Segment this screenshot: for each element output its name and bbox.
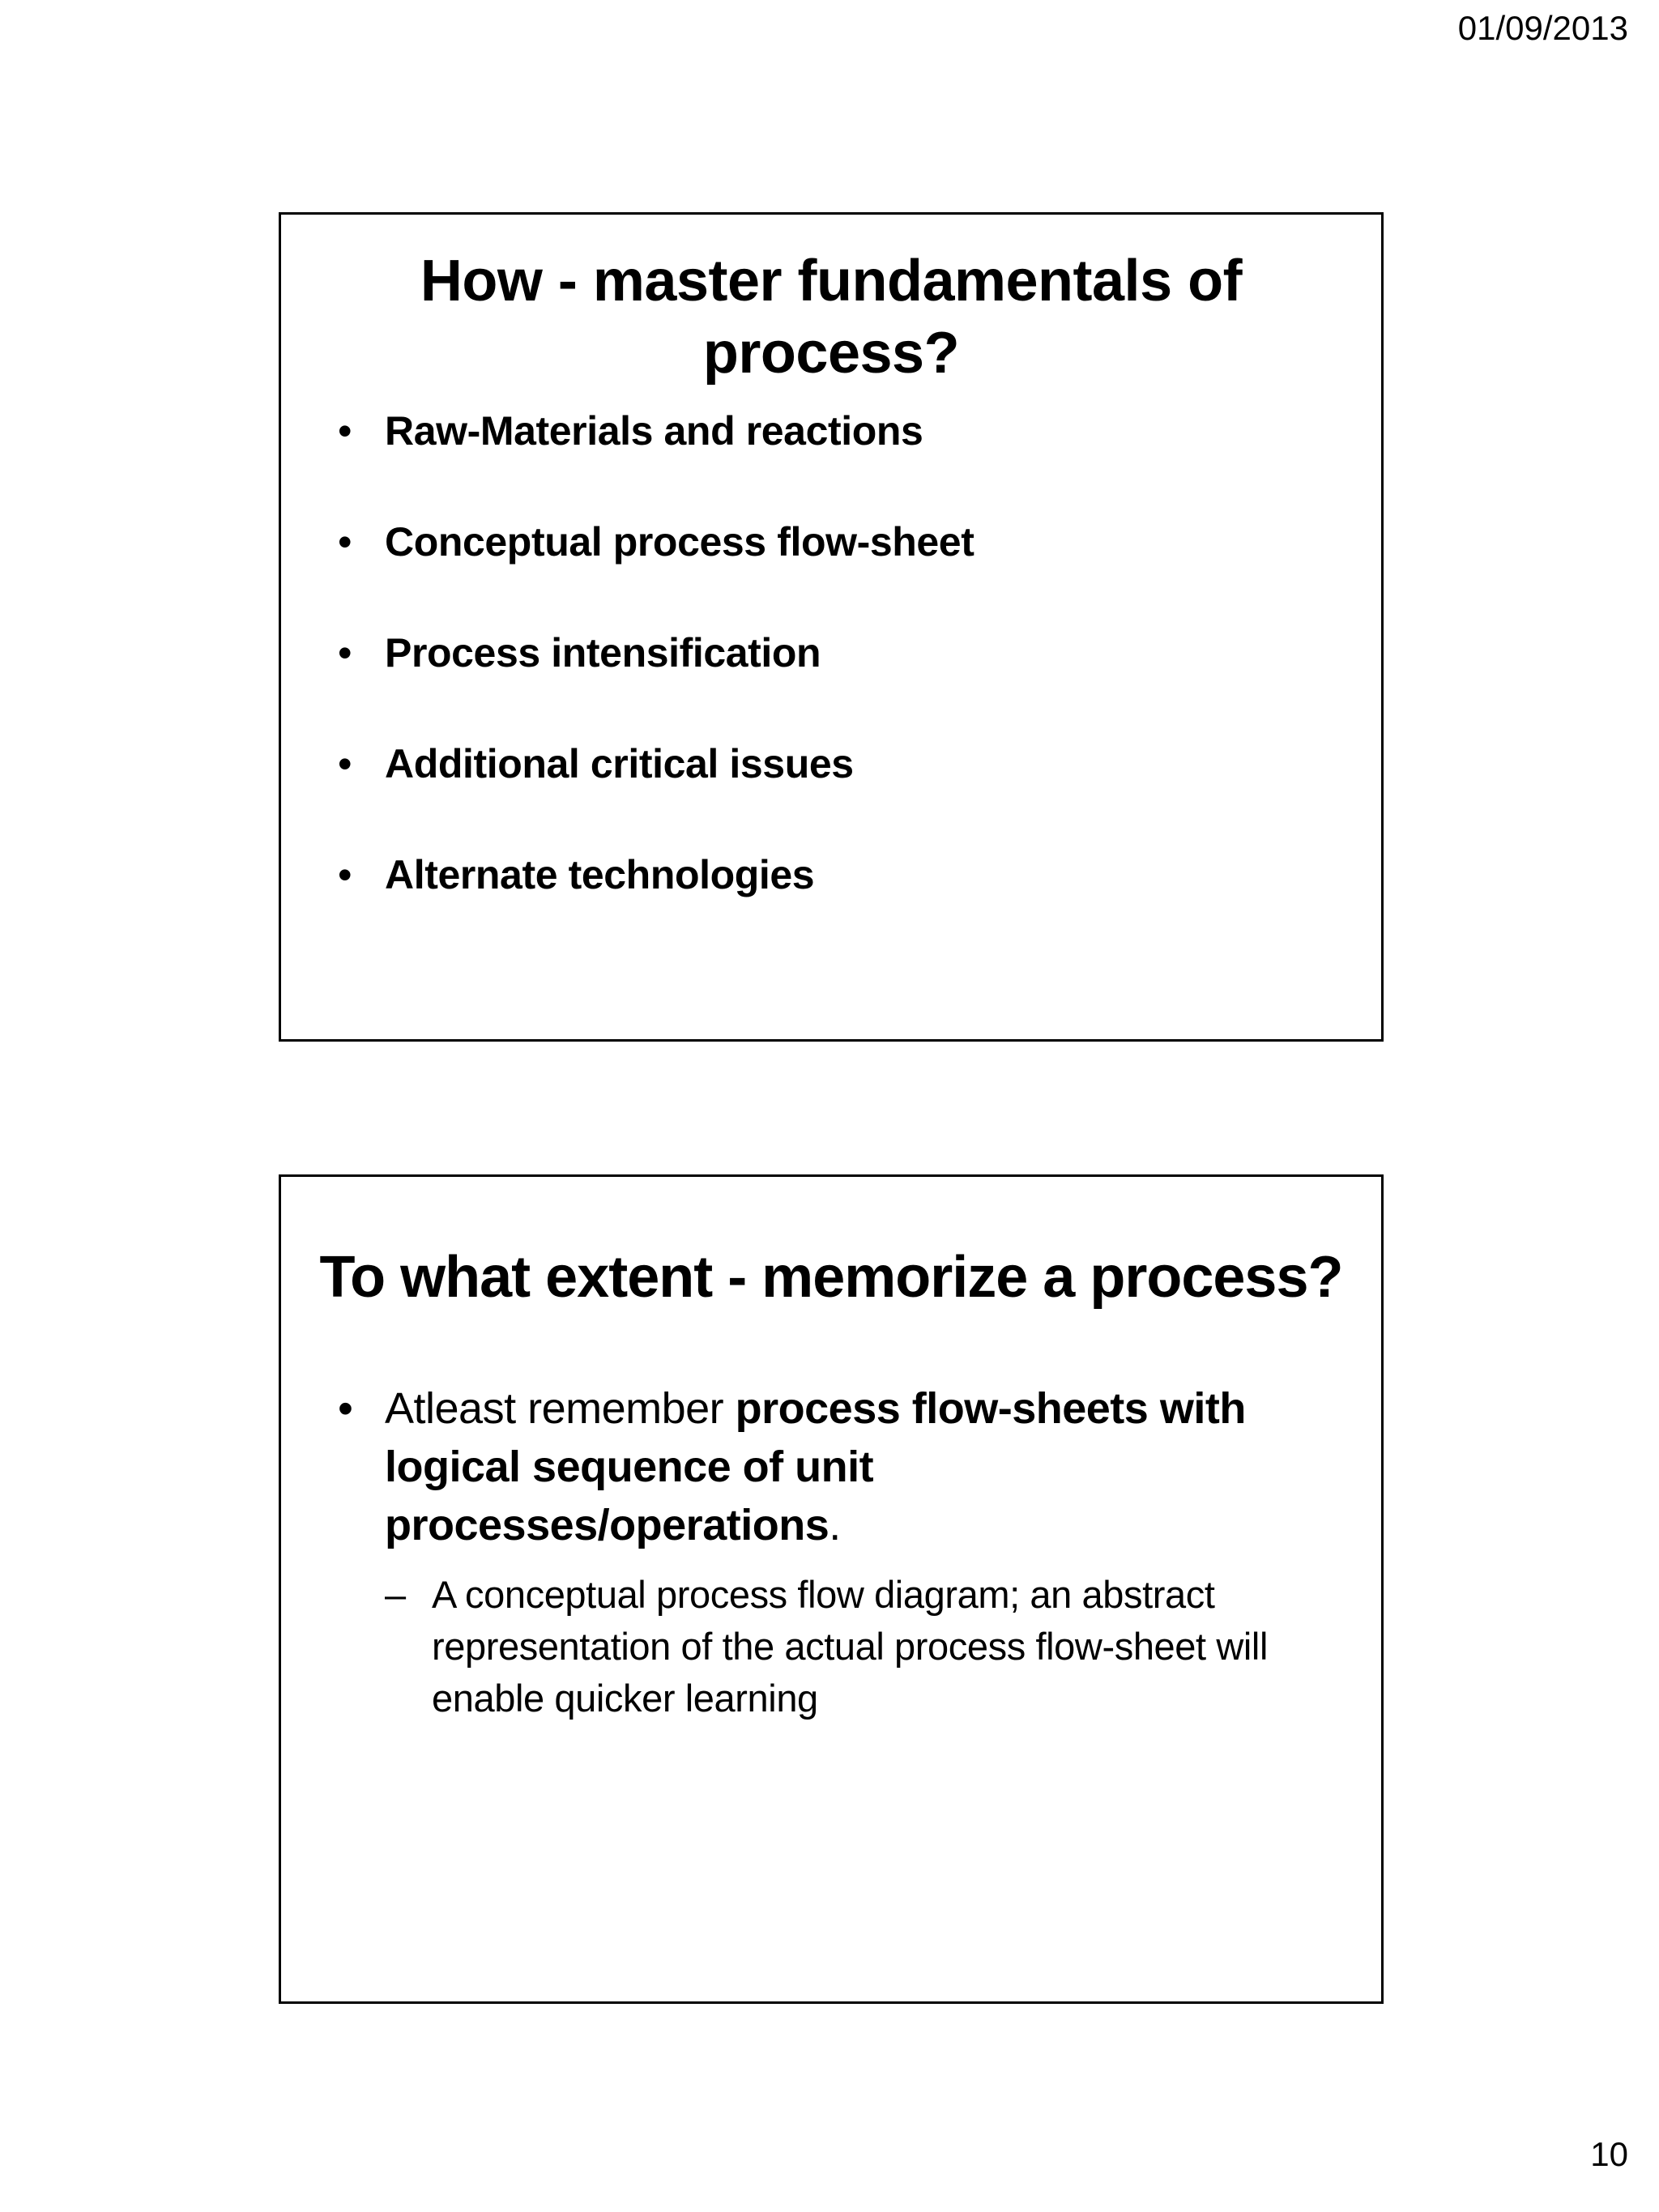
list-item <box>338 627 1333 679</box>
bullet-text: Conceptual process flow-sheet <box>385 519 975 565</box>
sub-bullet-text: A conceptual process flow diagram; an abstract representation of the actual process flow-sheet will enable quicker learning <box>432 1573 1269 1720</box>
bullet-marker: • <box>338 1384 353 1433</box>
bullet-marker: • <box>338 852 352 897</box>
bullet-list <box>338 405 1333 960</box>
bullet-list <box>338 1379 1324 1724</box>
bullet-lead-text: Atleast remember <box>385 1384 736 1433</box>
bullet-text: Raw-Materials and reactions <box>385 408 923 454</box>
slide-title: How - master fundamentals of process? <box>420 249 1243 386</box>
bullet-marker: • <box>338 741 352 786</box>
bullet-marker: • <box>338 630 352 676</box>
bullet-tail-text: . <box>829 1501 841 1549</box>
list-item <box>338 849 1333 901</box>
sub-bullet-list <box>385 1569 1324 1724</box>
sub-bullet-marker: – <box>385 1573 406 1616</box>
bullet-text: Alternate technologies <box>385 852 815 897</box>
list-item <box>338 405 1333 457</box>
list-item <box>338 738 1333 790</box>
slide-memorize <box>279 1174 1384 2004</box>
bullet-text: Additional critical issues <box>385 741 854 786</box>
bullet-text: Process intensification <box>385 630 821 676</box>
bullet-marker: • <box>338 519 352 565</box>
slide-fundamentals <box>279 212 1384 1042</box>
slide-title: To what extent - memorize a process? <box>319 1245 1343 1310</box>
page-number: 10 <box>1590 2135 1628 2173</box>
list-item <box>338 1379 1324 1724</box>
bullet-emphasis-text: process flow-sheets with logical sequence of unit processes/operations <box>385 1384 1246 1549</box>
sub-list-item <box>385 1569 1324 1724</box>
page-date: 01/09/2013 <box>1457 9 1628 47</box>
bullet-marker: • <box>338 408 352 454</box>
list-item <box>338 516 1333 568</box>
